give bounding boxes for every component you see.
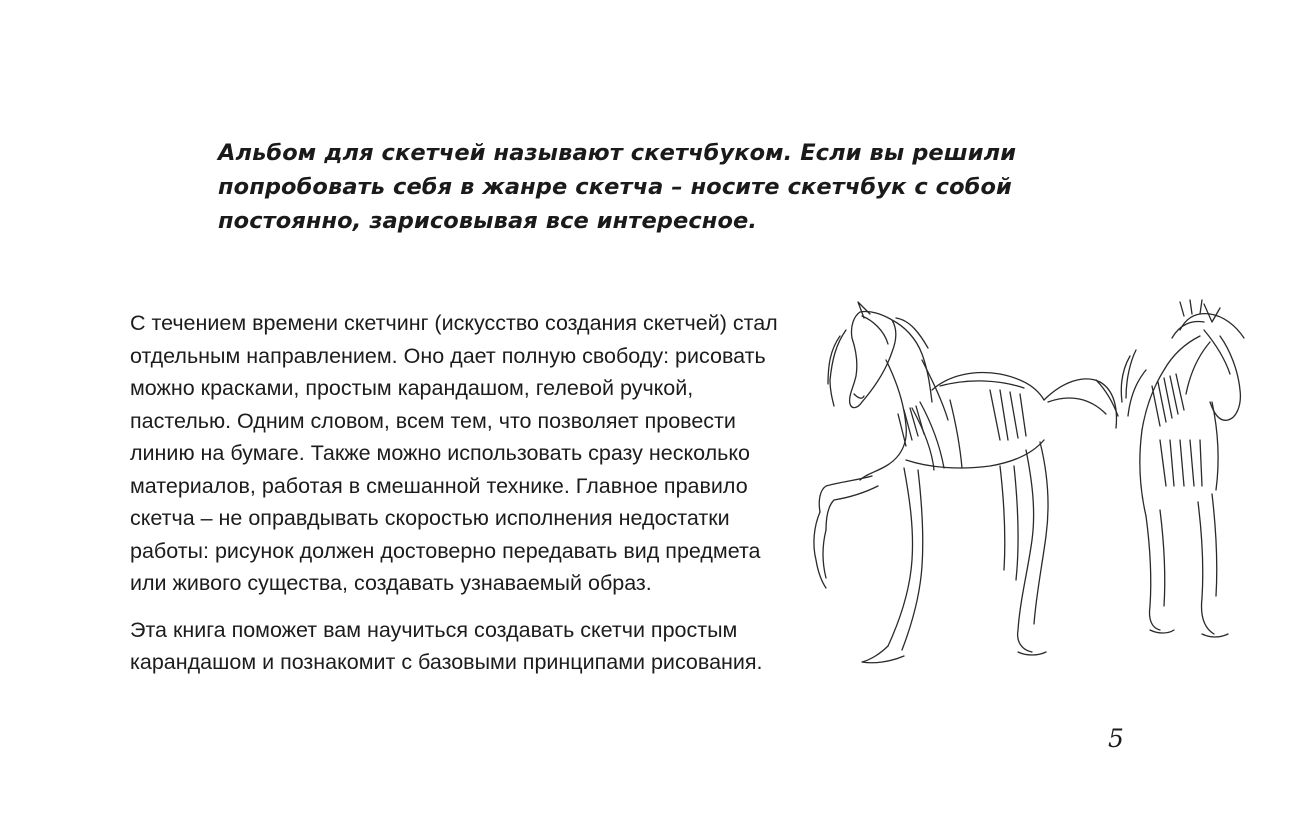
page-number: 5 [1108,724,1124,753]
horse-sketch-right [1121,300,1244,637]
horse-sketch-illustration [800,290,1260,690]
intro-text: Альбом для скетчей называют скетчбуком. Если вы решили попробовать себя в жанре скетча – носите скетчбук с собой постоянно, зарисовывая все интересное. [218,140,1017,234]
paragraph-1: С течением времени скетчинг (искусство создания скетчей) стал отдельным направлением. Оно дает полную свободу: рисовать можно красками, простым карандашом, гелевой ручкой, пастелью. Одним словом, всем тем, что позволяет провести линию на бумаге. Также можно использовать сразу несколько материалов, работая в смешанной технике. Главное правило скетча – не оправдывать скоростью исполнения недостатки работы: рисунок должен достоверно передавать вид предмета или живого существа, создавать узнаваемый образ. [130,311,778,595]
paragraph-2: Эта книга поможет вам научиться создавать скетчи простым карандашом и познакомит с базовыми принципами рисования. [130,617,763,674]
body-text [130,307,800,693]
horse-sketch-left [814,302,1118,663]
